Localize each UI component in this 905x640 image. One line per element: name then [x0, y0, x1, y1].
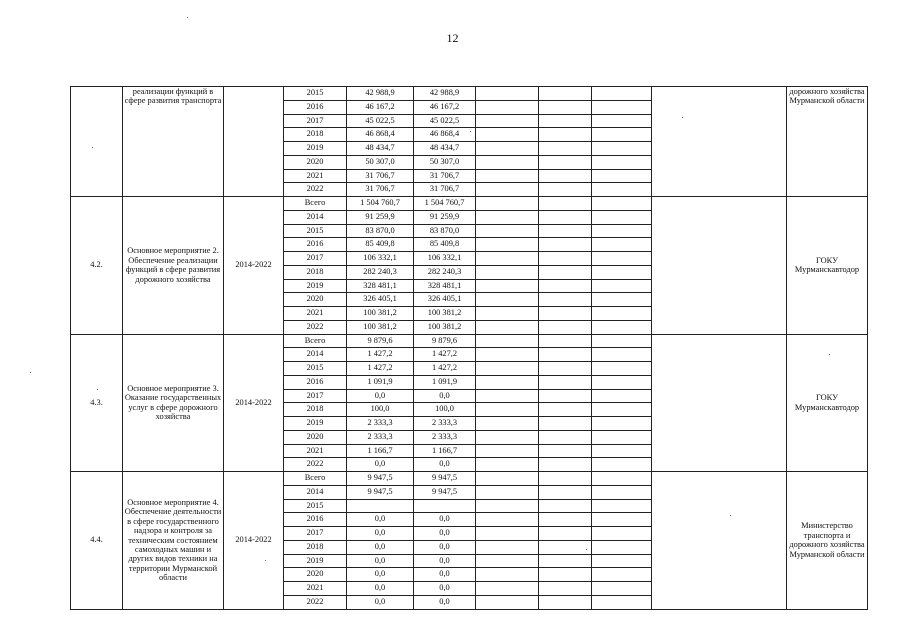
budget-amount-cell: 9 947,5: [414, 485, 476, 499]
empty-cell: [539, 265, 592, 279]
scan-speck: [97, 389, 98, 390]
year-cell: 2015: [284, 499, 347, 513]
empty-cell: [592, 458, 652, 472]
year-cell: 2017: [284, 114, 347, 128]
year-cell: 2022: [284, 458, 347, 472]
empty-cell: [539, 210, 592, 224]
empty-cell: [592, 582, 652, 596]
total-amount-cell: 0,0: [347, 568, 414, 582]
total-amount-cell: 0,0: [347, 513, 414, 527]
empty-cell: [592, 100, 652, 114]
year-cell: 2018: [284, 265, 347, 279]
empty-cell: [476, 238, 539, 252]
activity-name: реализации функций в сфере развития транспорта: [123, 87, 224, 197]
empty-cell: [592, 114, 652, 128]
budget-amount-cell: 1 091,9: [414, 375, 476, 389]
item-number: 4.2.: [71, 197, 123, 335]
empty-cell: [592, 238, 652, 252]
empty-cell: [476, 142, 539, 156]
year-cell: 2015: [284, 87, 347, 101]
scan-speck: [92, 147, 93, 148]
empty-cell: [476, 513, 539, 527]
budget-amount-cell: 1 504 760,7: [414, 197, 476, 211]
empty-cell: [592, 499, 652, 513]
empty-cell: [592, 389, 652, 403]
empty-cell: [476, 224, 539, 238]
empty-cell: [592, 595, 652, 609]
budget-amount-cell: 282 240,3: [414, 265, 476, 279]
indicator-cell: [652, 197, 787, 335]
empty-cell: [476, 114, 539, 128]
empty-cell: [476, 320, 539, 334]
empty-cell: [476, 444, 539, 458]
total-amount-cell: 0,0: [347, 389, 414, 403]
year-cell: Всего: [284, 197, 347, 211]
total-amount-cell: 50 307,0: [347, 155, 414, 169]
budget-amount-cell: 0,0: [414, 389, 476, 403]
total-amount-cell: 0,0: [347, 540, 414, 554]
empty-cell: [539, 375, 592, 389]
empty-cell: [476, 265, 539, 279]
total-amount-cell: [347, 499, 414, 513]
total-amount-cell: 31 706,7: [347, 183, 414, 197]
empty-cell: [539, 252, 592, 266]
empty-cell: [592, 320, 652, 334]
empty-cell: [476, 252, 539, 266]
empty-cell: [539, 554, 592, 568]
empty-cell: [539, 169, 592, 183]
year-cell: 2019: [284, 142, 347, 156]
empty-cell: [476, 155, 539, 169]
empty-cell: [592, 252, 652, 266]
empty-cell: [539, 458, 592, 472]
item-number: 4.3.: [71, 334, 123, 472]
total-amount-cell: 42 988,9: [347, 87, 414, 101]
budget-amount-cell: 0,0: [414, 540, 476, 554]
total-amount-cell: 0,0: [347, 527, 414, 541]
scan-speck: [187, 17, 188, 18]
empty-cell: [539, 595, 592, 609]
empty-cell: [476, 540, 539, 554]
empty-cell: [539, 348, 592, 362]
year-cell: 2014: [284, 210, 347, 224]
empty-cell: [592, 554, 652, 568]
empty-cell: [539, 527, 592, 541]
budget-amount-cell: 100 381,2: [414, 307, 476, 321]
budget-amount-cell: 46 167,2: [414, 100, 476, 114]
empty-cell: [539, 279, 592, 293]
executor-cell: Министерство транспорта и дорожного хозяйства Мурманской области: [787, 472, 868, 610]
year-cell: 2019: [284, 279, 347, 293]
empty-cell: [476, 307, 539, 321]
empty-cell: [476, 568, 539, 582]
empty-cell: [592, 169, 652, 183]
year-cell: 2021: [284, 169, 347, 183]
year-cell: 2019: [284, 417, 347, 431]
budget-amount-cell: 9 947,5: [414, 472, 476, 486]
table-row: [71, 87, 868, 101]
empty-cell: [592, 472, 652, 486]
year-cell: Всего: [284, 334, 347, 348]
empty-cell: [476, 403, 539, 417]
budget-amount-cell: 0,0: [414, 568, 476, 582]
year-cell: 2017: [284, 389, 347, 403]
budget-amount-cell: 0,0: [414, 582, 476, 596]
empty-cell: [539, 540, 592, 554]
empty-cell: [592, 485, 652, 499]
total-amount-cell: 328 481,1: [347, 279, 414, 293]
budget-amount-cell: 100 381,2: [414, 320, 476, 334]
budget-amount-cell: 0,0: [414, 595, 476, 609]
total-amount-cell: 85 409,8: [347, 238, 414, 252]
empty-cell: [539, 403, 592, 417]
empty-cell: [476, 430, 539, 444]
year-cell: 2016: [284, 238, 347, 252]
executor-cell: ГОКУ Мурманскавтодор: [787, 197, 868, 335]
budget-amount-cell: 83 870,0: [414, 224, 476, 238]
empty-cell: [592, 513, 652, 527]
total-amount-cell: 0,0: [347, 554, 414, 568]
empty-cell: [539, 114, 592, 128]
empty-cell: [476, 100, 539, 114]
total-amount-cell: 9 879,6: [347, 334, 414, 348]
total-amount-cell: 45 022,5: [347, 114, 414, 128]
activity-name: Основное мероприятие 2. Обеспечение реализации функций в сфере развития дорожного хозяйства: [123, 197, 224, 335]
year-cell: 2021: [284, 582, 347, 596]
budget-amount-cell: 2 333,3: [414, 430, 476, 444]
table-row: [71, 472, 868, 486]
year-cell: 2021: [284, 307, 347, 321]
year-cell: 2017: [284, 252, 347, 266]
year-cell: 2017: [284, 527, 347, 541]
executor-cell: ГОКУ Мурманскавтодор: [787, 334, 868, 472]
scan-speck: [30, 372, 31, 373]
year-cell: 2022: [284, 320, 347, 334]
empty-cell: [539, 100, 592, 114]
scan-speck: [470, 131, 471, 132]
year-cell: 2015: [284, 362, 347, 376]
year-cell: 2021: [284, 444, 347, 458]
empty-cell: [476, 362, 539, 376]
empty-cell: [592, 568, 652, 582]
year-cell: 2019: [284, 554, 347, 568]
item-number: 4.4.: [71, 472, 123, 610]
empty-cell: [539, 307, 592, 321]
empty-cell: [592, 334, 652, 348]
budget-amount-cell: 0,0: [414, 513, 476, 527]
empty-cell: [539, 417, 592, 431]
empty-cell: [539, 155, 592, 169]
budget-amount-cell: 45 022,5: [414, 114, 476, 128]
empty-cell: [476, 293, 539, 307]
total-amount-cell: 1 504 760,7: [347, 197, 414, 211]
empty-cell: [476, 169, 539, 183]
empty-cell: [539, 197, 592, 211]
empty-cell: [592, 87, 652, 101]
empty-cell: [476, 527, 539, 541]
empty-cell: [539, 430, 592, 444]
funding-table: [70, 86, 868, 610]
budget-amount-cell: 48 434,7: [414, 142, 476, 156]
budget-amount-cell: 328 481,1: [414, 279, 476, 293]
total-amount-cell: 9 947,5: [347, 485, 414, 499]
budget-amount-cell: 31 706,7: [414, 169, 476, 183]
total-amount-cell: 100 381,2: [347, 320, 414, 334]
total-amount-cell: 100,0: [347, 403, 414, 417]
total-amount-cell: 1 091,9: [347, 375, 414, 389]
empty-cell: [592, 183, 652, 197]
empty-cell: [476, 499, 539, 513]
budget-amount-cell: 106 332,1: [414, 252, 476, 266]
empty-cell: [592, 307, 652, 321]
year-cell: 2014: [284, 485, 347, 499]
empty-cell: [592, 348, 652, 362]
budget-amount-cell: 50 307,0: [414, 155, 476, 169]
empty-cell: [539, 128, 592, 142]
year-cell: 2016: [284, 100, 347, 114]
year-cell: 2020: [284, 568, 347, 582]
total-amount-cell: 100 381,2: [347, 307, 414, 321]
page-number: 12: [446, 31, 459, 45]
empty-cell: [476, 128, 539, 142]
total-amount-cell: 46 167,2: [347, 100, 414, 114]
empty-cell: [476, 183, 539, 197]
empty-cell: [539, 320, 592, 334]
budget-amount-cell: 1 166,7: [414, 444, 476, 458]
period-cell: 2014-2022: [224, 472, 284, 610]
activity-name: Основное мероприятие 4. Обеспечение деятельности в сфере государственного надзора и контроля за техническим состоянием самоходных машин и других видов техники на территории Мурманской области: [123, 472, 224, 610]
empty-cell: [592, 155, 652, 169]
empty-cell: [539, 499, 592, 513]
empty-cell: [476, 348, 539, 362]
empty-cell: [592, 279, 652, 293]
empty-cell: [539, 568, 592, 582]
total-amount-cell: 2 333,3: [347, 417, 414, 431]
total-amount-cell: 1 427,2: [347, 348, 414, 362]
total-amount-cell: 31 706,7: [347, 169, 414, 183]
budget-amount-cell: 85 409,8: [414, 238, 476, 252]
total-amount-cell: 1 166,7: [347, 444, 414, 458]
empty-cell: [539, 582, 592, 596]
empty-cell: [539, 142, 592, 156]
year-cell: 2015: [284, 224, 347, 238]
budget-amount-cell: [414, 499, 476, 513]
year-cell: 2020: [284, 293, 347, 307]
empty-cell: [592, 527, 652, 541]
year-cell: 2016: [284, 375, 347, 389]
total-amount-cell: 0,0: [347, 582, 414, 596]
empty-cell: [592, 128, 652, 142]
budget-amount-cell: 31 706,7: [414, 183, 476, 197]
year-cell: 2016: [284, 513, 347, 527]
period-cell: 2014-2022: [224, 197, 284, 335]
year-cell: 2022: [284, 183, 347, 197]
empty-cell: [539, 472, 592, 486]
total-amount-cell: 46 868,4: [347, 128, 414, 142]
empty-cell: [592, 224, 652, 238]
empty-cell: [539, 485, 592, 499]
year-cell: 2020: [284, 430, 347, 444]
scan-speck: [265, 560, 266, 561]
total-amount-cell: 326 405,1: [347, 293, 414, 307]
budget-amount-cell: 9 879,6: [414, 334, 476, 348]
total-amount-cell: 282 240,3: [347, 265, 414, 279]
empty-cell: [476, 389, 539, 403]
budget-amount-cell: 0,0: [414, 554, 476, 568]
total-amount-cell: 2 333,3: [347, 430, 414, 444]
budget-amount-cell: 326 405,1: [414, 293, 476, 307]
indicator-cell: [652, 87, 787, 197]
empty-cell: [539, 444, 592, 458]
budget-amount-cell: 100,0: [414, 403, 476, 417]
total-amount-cell: 0,0: [347, 458, 414, 472]
total-amount-cell: 91 259,9: [347, 210, 414, 224]
budget-amount-cell: 42 988,9: [414, 87, 476, 101]
budget-amount-cell: 91 259,9: [414, 210, 476, 224]
year-cell: Всего: [284, 472, 347, 486]
empty-cell: [592, 362, 652, 376]
scan-speck: [586, 549, 587, 550]
total-amount-cell: 106 332,1: [347, 252, 414, 266]
empty-cell: [592, 375, 652, 389]
total-amount-cell: 0,0: [347, 595, 414, 609]
empty-cell: [592, 210, 652, 224]
year-cell: 2018: [284, 540, 347, 554]
empty-cell: [476, 279, 539, 293]
item-number: [71, 87, 123, 197]
indicator-cell: [652, 334, 787, 472]
year-cell: 2020: [284, 155, 347, 169]
table-row: [71, 197, 868, 211]
empty-cell: [539, 389, 592, 403]
year-cell: 2018: [284, 403, 347, 417]
budget-amount-cell: 0,0: [414, 527, 476, 541]
empty-cell: [592, 430, 652, 444]
empty-cell: [476, 417, 539, 431]
empty-cell: [539, 334, 592, 348]
total-amount-cell: 48 434,7: [347, 142, 414, 156]
year-cell: 2018: [284, 128, 347, 142]
empty-cell: [476, 595, 539, 609]
table-row: [71, 334, 868, 348]
indicator-cell: [652, 472, 787, 610]
budget-amount-cell: 1 427,2: [414, 348, 476, 362]
budget-amount-cell: 46 868,4: [414, 128, 476, 142]
period-cell: 2014-2022: [224, 334, 284, 472]
scan-speck: [682, 117, 683, 118]
budget-amount-cell: 2 333,3: [414, 417, 476, 431]
empty-cell: [476, 582, 539, 596]
empty-cell: [539, 362, 592, 376]
empty-cell: [539, 293, 592, 307]
empty-cell: [592, 197, 652, 211]
scan-speck: [730, 515, 731, 516]
empty-cell: [476, 210, 539, 224]
year-cell: 2014: [284, 348, 347, 362]
empty-cell: [476, 485, 539, 499]
empty-cell: [592, 265, 652, 279]
budget-amount-cell: 0,0: [414, 458, 476, 472]
executor-cell: дорожного хозяйства Мурманской области: [787, 87, 868, 197]
empty-cell: [539, 238, 592, 252]
empty-cell: [476, 554, 539, 568]
empty-cell: [539, 87, 592, 101]
empty-cell: [476, 334, 539, 348]
empty-cell: [476, 87, 539, 101]
empty-cell: [592, 540, 652, 554]
year-cell: 2022: [284, 595, 347, 609]
total-amount-cell: 83 870,0: [347, 224, 414, 238]
empty-cell: [592, 142, 652, 156]
activity-name: Основное мероприятие 3. Оказание государственных услуг в сфере дорожного хозяйства: [123, 334, 224, 472]
empty-cell: [476, 458, 539, 472]
empty-cell: [592, 293, 652, 307]
empty-cell: [592, 417, 652, 431]
period-cell: [224, 87, 284, 197]
empty-cell: [539, 224, 592, 238]
budget-amount-cell: 1 427,2: [414, 362, 476, 376]
empty-cell: [592, 403, 652, 417]
empty-cell: [476, 197, 539, 211]
empty-cell: [592, 444, 652, 458]
scan-speck: [829, 354, 830, 355]
empty-cell: [539, 183, 592, 197]
empty-cell: [476, 472, 539, 486]
total-amount-cell: 9 947,5: [347, 472, 414, 486]
empty-cell: [539, 513, 592, 527]
empty-cell: [476, 375, 539, 389]
total-amount-cell: 1 427,2: [347, 362, 414, 376]
